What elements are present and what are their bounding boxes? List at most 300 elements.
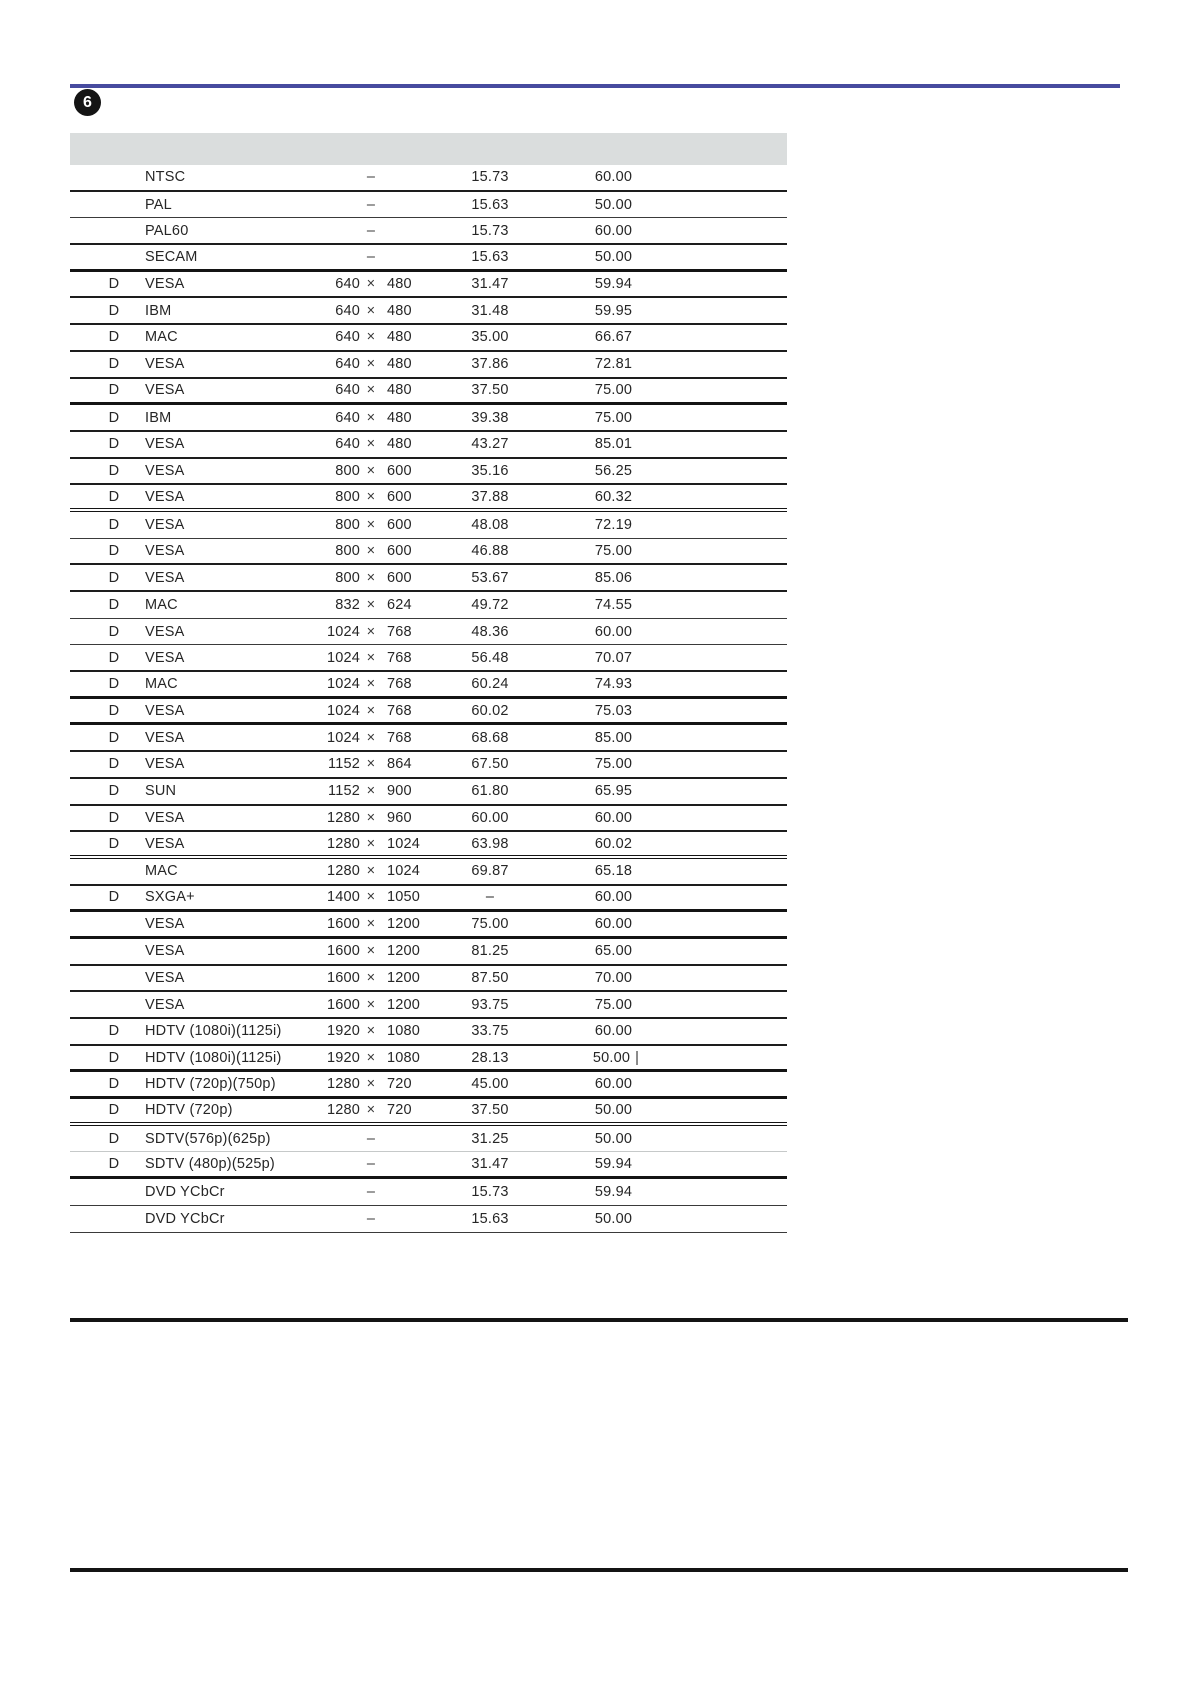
- cell-horizontal-frequency: 48.08: [471, 516, 509, 533]
- cell-resolution-separator: ×: [366, 675, 376, 692]
- cell-signal-name: SDTV (480p)(525p): [145, 1156, 275, 1173]
- cell-signal-name: MAC: [145, 329, 178, 346]
- cell-signal-name: HDTV (1080i)(1125i): [145, 1049, 282, 1066]
- scan-artifact-mark: [632, 249, 637, 265]
- cell-resolution-width: 640: [335, 302, 360, 319]
- cell-digital-flag: D: [108, 302, 120, 319]
- scan-artifact-mark: [632, 303, 637, 319]
- cell-resolution-separator: ×: [366, 809, 376, 826]
- cell-vertical-frequency: 75.00: [548, 410, 684, 426]
- scan-artifact-mark: [632, 329, 637, 345]
- cell-horizontal-frequency: 45.00: [471, 1076, 509, 1093]
- cell-signal-name: VESA: [145, 356, 185, 373]
- cell-resolution-separator: ×: [366, 783, 376, 800]
- cell-resolution-separator: ×: [366, 996, 376, 1013]
- cell-resolution-separator: ×: [366, 596, 376, 613]
- cell-horizontal-frequency: 31.48: [471, 302, 509, 319]
- cell-resolution-separator: –: [366, 196, 376, 213]
- cell-resolution-separator: –: [366, 222, 376, 239]
- cell-resolution-height: 624: [387, 596, 412, 613]
- cell-resolution-width: 640: [335, 329, 360, 346]
- cell-resolution-separator: –: [366, 169, 376, 186]
- cell-horizontal-frequency: 35.16: [471, 462, 509, 479]
- cell-resolution-separator: ×: [366, 1023, 376, 1040]
- cell-signal-name: SXGA+: [145, 889, 195, 906]
- cell-vertical-frequency: 72.19: [548, 517, 684, 533]
- cell-vertical-frequency: 75.00: [548, 997, 684, 1013]
- cell-resolution-width: 1024: [326, 729, 360, 746]
- cell-vertical-frequency: 75.03: [548, 703, 684, 719]
- cell-resolution-height: 1050: [387, 889, 421, 906]
- cell-resolution-height: 480: [387, 356, 412, 373]
- cell-digital-flag: D: [108, 382, 120, 399]
- cell-vertical-frequency: 70.00: [548, 970, 684, 986]
- scan-artifact-mark: [632, 943, 637, 959]
- scan-artifact-mark: [632, 783, 637, 799]
- cell-signal-name: VESA: [145, 462, 185, 479]
- cell-horizontal-frequency: 53.67: [471, 569, 509, 586]
- cell-signal-name: HDTV (1080i)(1125i): [145, 1023, 282, 1040]
- cell-vertical-frequency: 70.07: [548, 650, 684, 666]
- page-number-badge-label: 6: [83, 93, 92, 111]
- cell-digital-flag: D: [108, 329, 120, 346]
- table-row: [70, 966, 787, 993]
- scan-artifact-mark: [632, 276, 637, 292]
- table-row: [70, 672, 787, 699]
- cell-resolution-separator: –: [366, 1183, 376, 1200]
- cell-resolution-height: 600: [387, 569, 412, 586]
- cell-horizontal-frequency: 15.63: [471, 248, 509, 265]
- scan-artifact-mark: [632, 863, 637, 879]
- cell-resolution-height: 480: [387, 276, 412, 293]
- cell-resolution-separator: ×: [366, 302, 376, 319]
- cell-signal-name: VESA: [145, 569, 185, 586]
- cell-horizontal-frequency: –: [485, 889, 495, 906]
- cell-resolution-separator: ×: [366, 356, 376, 373]
- cell-vertical-frequency: 60.00: [548, 810, 684, 826]
- scan-artifact-mark: [632, 889, 637, 905]
- cell-vertical-frequency: 60.00: [548, 1023, 684, 1039]
- cell-signal-name: VESA: [145, 756, 185, 773]
- cell-vertical-frequency: 50.00: [548, 1102, 684, 1118]
- cell-vertical-frequency: 56.25: [548, 463, 684, 479]
- cell-resolution-separator: ×: [366, 623, 376, 640]
- table-rows: [70, 165, 787, 1233]
- scan-artifact-mark: [632, 624, 637, 640]
- scan-artifact-mark: [632, 1023, 637, 1039]
- table-row: [70, 379, 787, 406]
- cell-resolution-width: 1024: [326, 675, 360, 692]
- scan-artifact-mark: [632, 463, 637, 479]
- cell-signal-name: VESA: [145, 623, 185, 640]
- cell-horizontal-frequency: 81.25: [471, 943, 509, 960]
- cell-resolution-width: 1024: [326, 702, 360, 719]
- cell-resolution-separator: ×: [366, 276, 376, 293]
- cell-resolution-width: 800: [335, 462, 360, 479]
- cell-resolution-width: 800: [335, 488, 360, 505]
- cell-digital-flag: D: [108, 1156, 120, 1173]
- cell-digital-flag: D: [108, 409, 120, 426]
- table-row: [70, 459, 787, 486]
- cell-signal-name: SDTV(576p)(625p): [145, 1130, 271, 1147]
- cell-resolution-separator: ×: [366, 569, 376, 586]
- cell-horizontal-frequency: 48.36: [471, 623, 509, 640]
- cell-signal-name: IBM: [145, 409, 172, 426]
- scan-artifact-mark: [632, 597, 637, 613]
- cell-signal-name: VESA: [145, 436, 185, 453]
- cell-resolution-separator: ×: [366, 462, 376, 479]
- cell-vertical-frequency: 74.93: [548, 676, 684, 692]
- cell-horizontal-frequency: 31.47: [471, 1156, 509, 1173]
- cell-vertical-frequency: 75.00: [548, 756, 684, 772]
- cell-signal-name: VESA: [145, 702, 185, 719]
- cell-digital-flag: D: [108, 649, 120, 666]
- scan-artifact-mark: [632, 223, 637, 239]
- cell-digital-flag: D: [108, 569, 120, 586]
- cell-digital-flag: D: [108, 1130, 120, 1147]
- cell-signal-name: NTSC: [145, 169, 186, 186]
- table-row: [70, 645, 787, 672]
- cell-resolution-height: 1080: [387, 1049, 421, 1066]
- table-row: [70, 832, 787, 859]
- table-row: [70, 592, 787, 619]
- cell-horizontal-frequency: 60.00: [471, 809, 509, 826]
- table-row: [70, 779, 787, 806]
- scan-artifact-mark: [632, 650, 637, 666]
- table-row: [70, 699, 787, 726]
- cell-resolution-separator: ×: [366, 916, 376, 933]
- cell-vertical-frequency: 75.00: [548, 382, 684, 398]
- cell-signal-name: MAC: [145, 675, 178, 692]
- cell-resolution-height: 1200: [387, 916, 421, 933]
- cell-signal-name: VESA: [145, 488, 185, 505]
- cell-vertical-frequency: 85.06: [548, 570, 684, 586]
- cell-horizontal-frequency: 56.48: [471, 649, 509, 666]
- cell-resolution-height: 600: [387, 488, 412, 505]
- cell-digital-flag: D: [108, 675, 120, 692]
- cell-horizontal-frequency: 93.75: [471, 996, 509, 1013]
- cell-horizontal-frequency: 37.50: [471, 1102, 509, 1119]
- cell-horizontal-frequency: 60.02: [471, 702, 509, 719]
- cell-horizontal-frequency: 28.13: [471, 1049, 509, 1066]
- scan-artifact-mark: [632, 382, 637, 398]
- scan-artifact-mark: [632, 703, 637, 719]
- cell-horizontal-frequency: 31.25: [471, 1130, 509, 1147]
- scan-artifact-mark: [632, 916, 637, 932]
- cell-signal-name: DVD YCbCr: [145, 1210, 225, 1227]
- table-row: [70, 886, 787, 913]
- cell-resolution-separator: –: [366, 1210, 376, 1227]
- cell-horizontal-frequency: 61.80: [471, 783, 509, 800]
- scan-artifact-mark: [632, 836, 637, 852]
- cell-horizontal-frequency: 67.50: [471, 756, 509, 773]
- cell-resolution-width: 1280: [326, 1102, 360, 1119]
- cell-resolution-separator: –: [366, 248, 376, 265]
- cell-resolution-height: 600: [387, 516, 412, 533]
- cell-digital-flag: D: [108, 809, 120, 826]
- cell-horizontal-frequency: 31.47: [471, 276, 509, 293]
- cell-digital-flag: D: [108, 276, 120, 293]
- top-accent-rule: [70, 84, 1120, 88]
- cell-vertical-frequency: 59.95: [548, 303, 684, 319]
- cell-vertical-frequency: 85.01: [548, 436, 684, 452]
- table-row: [70, 912, 787, 939]
- cell-resolution-width: 1280: [326, 863, 360, 880]
- scan-artifact-mark: [632, 543, 637, 559]
- cell-digital-flag: D: [108, 1076, 120, 1093]
- cell-resolution-separator: –: [366, 1130, 376, 1147]
- cell-resolution-separator: ×: [366, 409, 376, 426]
- cell-vertical-frequency: 60.00: [548, 624, 684, 640]
- scan-artifact-mark: |: [635, 1049, 640, 1066]
- cell-resolution-height: 1200: [387, 943, 421, 960]
- scan-artifact-mark: [632, 410, 637, 426]
- cell-vertical-frequency: 50.00: [548, 249, 684, 265]
- cell-vertical-frequency: 65.00: [548, 943, 684, 959]
- table-row: [70, 272, 787, 299]
- cell-resolution-separator: ×: [366, 542, 376, 559]
- cell-vertical-frequency: 72.81: [548, 356, 684, 372]
- cell-horizontal-frequency: 49.72: [471, 596, 509, 613]
- cell-vertical-frequency: 74.55: [548, 597, 684, 613]
- cell-resolution-width: 640: [335, 276, 360, 293]
- cell-resolution-width: 1152: [328, 756, 360, 773]
- cell-vertical-frequency: 65.95: [548, 783, 684, 799]
- cell-horizontal-frequency: 60.24: [471, 675, 509, 692]
- cell-resolution-separator: ×: [366, 1049, 376, 1066]
- cell-signal-name: VESA: [145, 943, 185, 960]
- cell-resolution-separator: ×: [366, 835, 376, 852]
- cell-digital-flag: D: [108, 783, 120, 800]
- cell-signal-name: SECAM: [145, 248, 198, 265]
- cell-horizontal-frequency: 37.50: [471, 382, 509, 399]
- cell-resolution-separator: ×: [366, 516, 376, 533]
- cell-vertical-frequency: 50.00 |: [592, 1049, 640, 1066]
- cell-horizontal-frequency: 37.88: [471, 488, 509, 505]
- cell-resolution-width: 1024: [326, 649, 360, 666]
- cell-horizontal-frequency: 15.63: [471, 196, 509, 213]
- cell-resolution-separator: ×: [366, 1102, 376, 1119]
- cell-resolution-height: 720: [387, 1076, 412, 1093]
- cell-resolution-width: 800: [335, 542, 360, 559]
- cell-resolution-width: 1400: [326, 889, 360, 906]
- cell-resolution-width: 1152: [328, 783, 360, 800]
- bottom-separator-rule-2: [70, 1568, 1128, 1572]
- table-row: [70, 939, 787, 966]
- cell-resolution-width: 1600: [326, 943, 360, 960]
- cell-signal-name: HDTV (720p)(750p): [145, 1076, 276, 1093]
- cell-vertical-frequency: 59.94: [548, 1184, 684, 1200]
- cell-resolution-height: 1080: [387, 1023, 421, 1040]
- cell-signal-name: PAL60: [145, 222, 189, 239]
- cell-horizontal-frequency: 43.27: [471, 436, 509, 453]
- cell-resolution-width: 640: [335, 382, 360, 399]
- cell-resolution-separator: ×: [366, 649, 376, 666]
- scan-artifact-mark: [632, 1184, 637, 1200]
- table-row: [70, 165, 787, 192]
- cell-resolution-height: 1024: [387, 863, 421, 880]
- cell-vertical-frequency: 60.00: [548, 223, 684, 239]
- cell-resolution-height: 768: [387, 729, 412, 746]
- scan-artifact-mark: [632, 356, 637, 372]
- scan-artifact-mark: [632, 489, 637, 505]
- cell-vertical-frequency: 60.00: [548, 889, 684, 905]
- table-row: [70, 432, 787, 459]
- cell-vertical-frequency: 85.00: [548, 730, 684, 746]
- scan-artifact-mark: [632, 676, 637, 692]
- cell-resolution-separator: ×: [366, 889, 376, 906]
- cell-signal-name: VESA: [145, 916, 185, 933]
- table-row: [70, 1126, 787, 1153]
- cell-vertical-frequency: 60.32: [548, 489, 684, 505]
- cell-resolution-height: 480: [387, 436, 412, 453]
- cell-resolution-height: 768: [387, 623, 412, 640]
- cell-horizontal-frequency: 15.73: [471, 222, 509, 239]
- scan-artifact-mark: [632, 997, 637, 1013]
- cell-digital-flag: D: [108, 702, 120, 719]
- cell-digital-flag: D: [108, 542, 120, 559]
- scan-artifact-mark: [632, 810, 637, 826]
- cell-horizontal-frequency: 87.50: [471, 969, 509, 986]
- cell-resolution-separator: ×: [366, 436, 376, 453]
- cell-digital-flag: D: [108, 436, 120, 453]
- scan-artifact-mark: [632, 169, 637, 185]
- cell-resolution-width: 640: [335, 436, 360, 453]
- cell-signal-name: MAC: [145, 596, 178, 613]
- cell-resolution-height: 480: [387, 382, 412, 399]
- table-row: [70, 539, 787, 566]
- cell-digital-flag: D: [108, 462, 120, 479]
- table-row: [70, 485, 787, 512]
- table-row: [70, 1072, 787, 1099]
- cell-resolution-height: 720: [387, 1102, 412, 1119]
- cell-digital-flag: D: [108, 889, 120, 906]
- cell-resolution-width: 1600: [326, 996, 360, 1013]
- cell-resolution-width: 1280: [326, 835, 360, 852]
- table-row: [70, 218, 787, 245]
- cell-digital-flag: D: [108, 356, 120, 373]
- cell-resolution-height: 1024: [387, 835, 421, 852]
- cell-vertical-frequency: 60.02: [548, 836, 684, 852]
- cell-digital-flag: D: [108, 516, 120, 533]
- cell-resolution-height: 960: [387, 809, 412, 826]
- cell-resolution-height: 600: [387, 542, 412, 559]
- scan-artifact-mark: [632, 730, 637, 746]
- scan-artifact-mark: [632, 197, 637, 213]
- cell-resolution-separator: –: [366, 1156, 376, 1173]
- cell-resolution-separator: ×: [366, 702, 376, 719]
- scan-artifact-mark: [632, 517, 637, 533]
- cell-horizontal-frequency: 15.63: [471, 1210, 509, 1227]
- cell-horizontal-frequency: 33.75: [471, 1023, 509, 1040]
- cell-resolution-width: 1920: [326, 1023, 360, 1040]
- table-row: [70, 1019, 787, 1046]
- cell-vertical-frequency: 60.00: [548, 1076, 684, 1092]
- cell-signal-name: IBM: [145, 302, 172, 319]
- cell-resolution-height: 1200: [387, 969, 421, 986]
- table-row: [70, 298, 787, 325]
- cell-resolution-width: 800: [335, 569, 360, 586]
- cell-vertical-frequency: 59.94: [548, 1156, 684, 1172]
- scan-artifact-mark: [632, 1211, 637, 1227]
- cell-resolution-separator: ×: [366, 756, 376, 773]
- cell-digital-flag: D: [108, 756, 120, 773]
- scan-artifact-mark: [632, 1076, 637, 1092]
- cell-resolution-separator: ×: [366, 488, 376, 505]
- cell-resolution-height: 600: [387, 462, 412, 479]
- cell-horizontal-frequency: 15.73: [471, 1183, 509, 1200]
- cell-digital-flag: D: [108, 488, 120, 505]
- table-row: [70, 192, 787, 219]
- cell-digital-flag: D: [108, 1102, 120, 1119]
- table-header-bar: [70, 133, 787, 165]
- table-row: [70, 859, 787, 886]
- cell-resolution-height: 864: [387, 756, 412, 773]
- cell-resolution-height: 480: [387, 409, 412, 426]
- cell-horizontal-frequency: 75.00: [471, 916, 509, 933]
- table-row: [70, 752, 787, 779]
- bottom-separator-rule-1: [70, 1318, 1128, 1322]
- cell-horizontal-frequency: 46.88: [471, 542, 509, 559]
- cell-resolution-separator: ×: [366, 329, 376, 346]
- cell-horizontal-frequency: 39.38: [471, 409, 509, 426]
- cell-resolution-width: 1280: [326, 1076, 360, 1093]
- cell-horizontal-frequency: 35.00: [471, 329, 509, 346]
- cell-signal-name: VESA: [145, 649, 185, 666]
- cell-signal-name: MAC: [145, 863, 178, 880]
- cell-digital-flag: D: [108, 1049, 120, 1066]
- cell-digital-flag: D: [108, 596, 120, 613]
- cell-signal-name: SUN: [145, 783, 177, 800]
- cell-horizontal-frequency: 63.98: [471, 835, 509, 852]
- cell-resolution-width: 1600: [326, 916, 360, 933]
- table-row: [70, 1179, 787, 1206]
- cell-resolution-width: 1600: [326, 969, 360, 986]
- table-row: [70, 619, 787, 646]
- cell-signal-name: VESA: [145, 996, 185, 1013]
- scan-artifact-mark: [632, 1131, 637, 1147]
- cell-digital-flag: D: [108, 729, 120, 746]
- cell-vertical-frequency: 60.00: [548, 916, 684, 932]
- cell-signal-name: VESA: [145, 835, 185, 852]
- table-row: [70, 325, 787, 352]
- cell-resolution-separator: ×: [366, 1076, 376, 1093]
- cell-resolution-width: 832: [335, 596, 360, 613]
- table-row: [70, 1099, 787, 1126]
- cell-resolution-width: 1920: [326, 1049, 360, 1066]
- cell-digital-flag: D: [108, 835, 120, 852]
- cell-vertical-frequency: 65.18: [548, 863, 684, 879]
- table-row: [70, 1206, 787, 1233]
- cell-resolution-height: 900: [387, 783, 412, 800]
- cell-resolution-separator: ×: [366, 863, 376, 880]
- cell-resolution-width: 640: [335, 409, 360, 426]
- cell-vertical-frequency: 50.00: [548, 1131, 684, 1147]
- cell-vertical-frequency: 50.00: [548, 1211, 684, 1227]
- scan-artifact-mark: [632, 1102, 637, 1118]
- scan-artifact-mark: [632, 970, 637, 986]
- scan-artifact-mark: [632, 1156, 637, 1172]
- cell-horizontal-frequency: 68.68: [471, 729, 509, 746]
- cell-horizontal-frequency: 15.73: [471, 169, 509, 186]
- cell-digital-flag: D: [108, 1023, 120, 1040]
- cell-signal-name: DVD YCbCr: [145, 1183, 225, 1200]
- cell-resolution-height: 768: [387, 675, 412, 692]
- cell-signal-name: VESA: [145, 382, 185, 399]
- scan-artifact-mark: [632, 570, 637, 586]
- scan-artifact-mark: [632, 756, 637, 772]
- table-row: [70, 1046, 787, 1073]
